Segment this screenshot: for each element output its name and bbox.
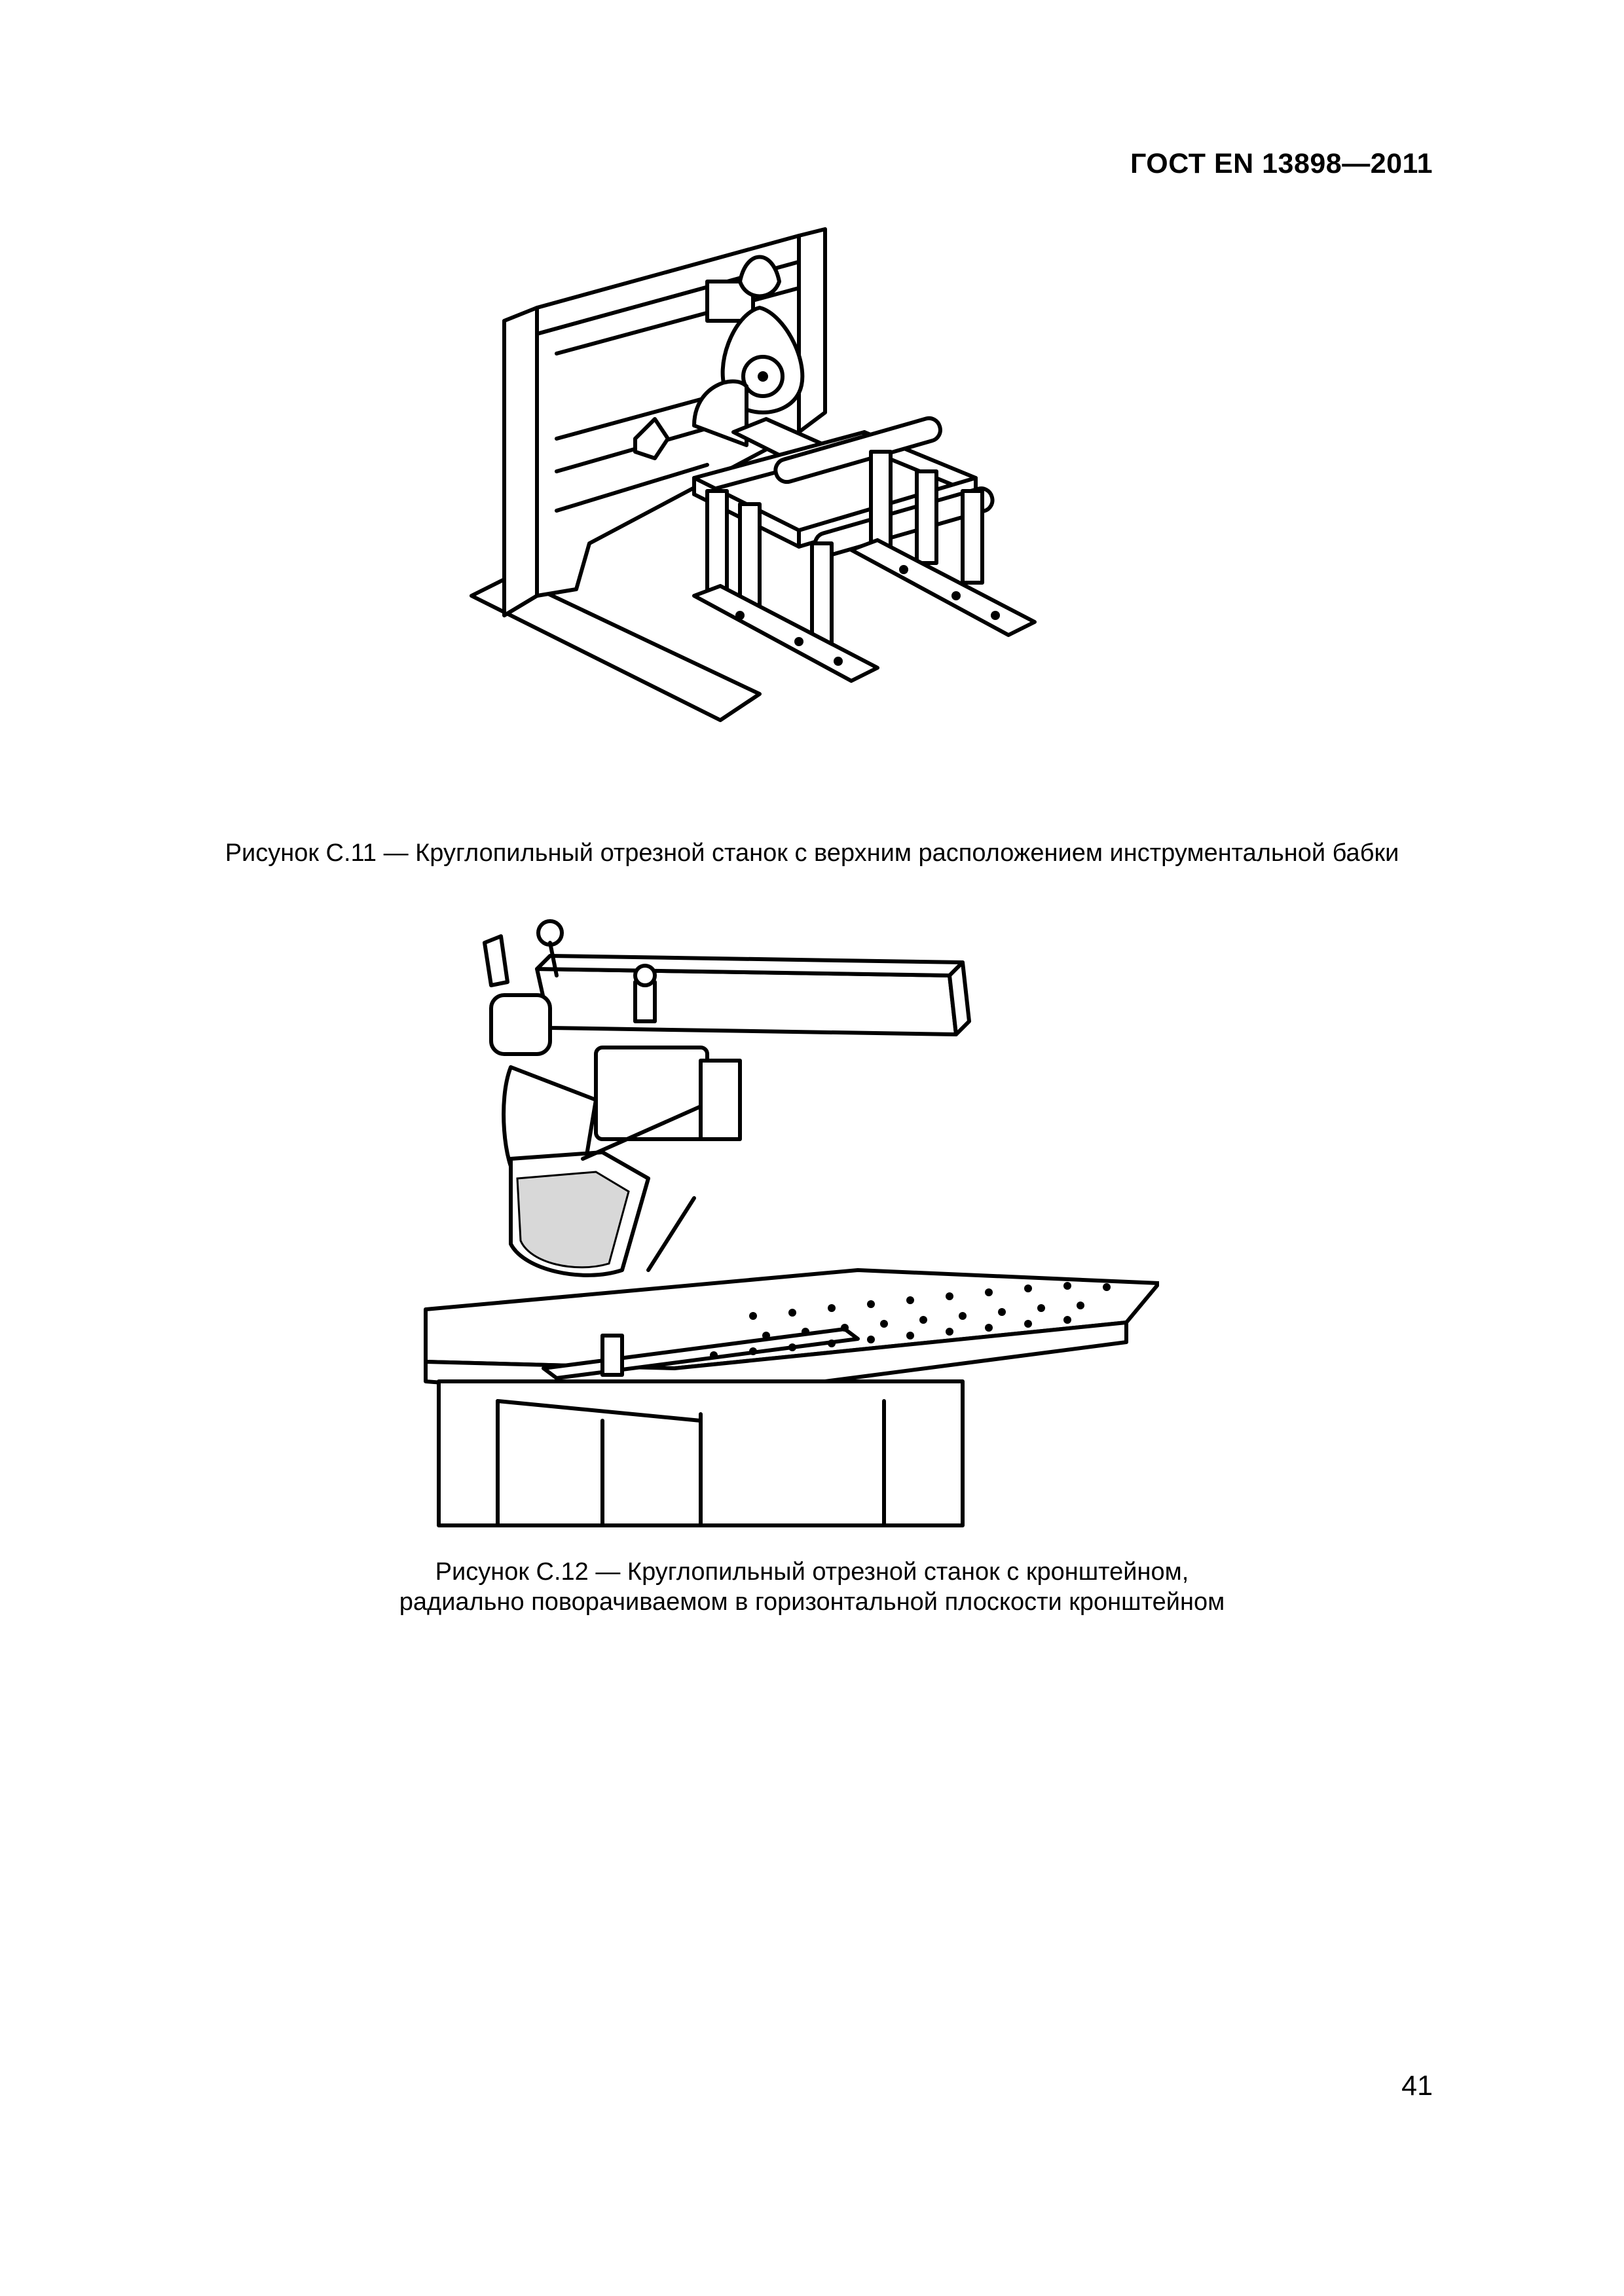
figure-c12-caption-line2: радиально поворачиваемом в горизонтальной плоскости кронштейном <box>399 1588 1225 1616</box>
document-header: ГОСТ EN 13898—2011 <box>1130 148 1433 179</box>
figure-c12-illustration <box>386 903 1159 1532</box>
figure-c11-illustration <box>458 223 1113 825</box>
figure-c12-caption <box>0 1557 1624 1617</box>
figure-c11-caption: Рисунок С.11 — Круглопильный отрезной станок с верхним расположением инструментальной бабки <box>225 839 1399 867</box>
page-number: 41 <box>1401 2070 1433 2102</box>
figure-c12-caption-line1: Рисунок С.12 — Круглопильный отрезной станок с кронштейном, <box>435 1558 1189 1586</box>
